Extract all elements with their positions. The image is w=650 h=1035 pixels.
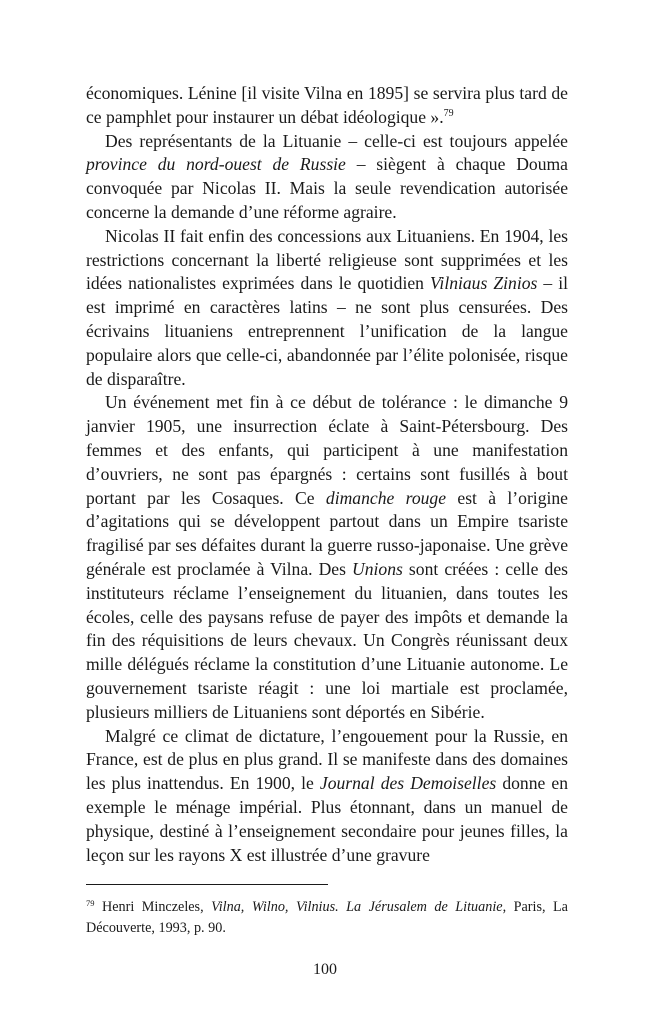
text-run: , Paris, La Découverte, 1993, p. 90. [86,899,568,936]
footnote-marker: 79 [86,898,95,908]
paragraph [86,225,568,392]
text-run: Des représentants de la Lituanie – celle-ci est toujours appelée [105,130,568,151]
paragraph [86,130,568,225]
paragraph [86,725,568,868]
italic-title: Vilniaus Zinios [429,273,538,294]
text-run: Nicolas II fait enfin des concessions aux Lituaniens. En 1904, les restrictions concernant la liberté religieuse sont supprimées et les idées nationalistes exprimées dans le quotidien [86,225,568,294]
italic-title: Unions [352,558,403,579]
footnote [86,897,568,939]
main-text [86,82,568,867]
italic-title: dimanche rouge [325,487,447,508]
text-run: économiques. Lénine [il visite Vilna en 1895] se servira plus tard de ce pamphlet pour instaurer un débat idéologique ». [86,83,568,127]
text-run: est à l’origine d’agitations qui se développent partout dans un Empire tsariste fragilisé par ses défaites durant la guerre russo-japonaise. Une grève générale est proclamée à Vilna. Des [86,487,568,579]
page-number: 100 [313,961,337,978]
text-run: – siègent à chaque Douma convoquée par Nicolas II. Mais la seule revendication autorisée concerne la demande d’une réforme agraire. [86,154,568,222]
text-run: donne en exemple le ménage impérial. Plus étonnant, dans un manuel de physique, destiné à l’enseignement secondaire pour jeunes filles, la leçon sur les rayons X est illustrée d’une gravure [86,773,568,865]
text-run: – il est imprimé en caractères latins – ne sont plus censurées. Des écrivains lituaniens entreprennent l’unification de la langue populaire alors que celle-ci, abandonnée par l’élite polonisée, risque de disparaître. [86,273,568,389]
paragraph [86,82,568,130]
text-run: Un événement met fin à ce début de tolérance : le dimanche 9 janvier 1905, une insurrection éclate à Saint-Pétersbourg. Des femmes et des enfants, qui participent à une manifestation d’ouvriers, ne sont pas épargnés : certains sont fusillés à bout portant par les Cosaques. Ce [86,392,568,508]
text-run: Malgré ce climat de dictature, l’engouement pour la Russie, en France, est de plus en plus grand. Il se manifeste dans des domaines les plus inattendus. En 1900, le [86,725,568,794]
italic-title: Journal des Demoiselles [319,773,497,794]
text-run: sont créées : celle des instituteurs réclame l’enseignement du lituanien, dans toutes les écoles, celle des paysans refuse de payer des impôts et demande la fin des réquisitions de leurs chevaux. Un Congrès réunissant deux mille délégués réclame la constitution d’une Lituanie autonome. Le gouvernement tsariste réagit : une loi martiale est proclamée, plusieurs milliers de Lituaniens sont déportés en Sibérie. [86,558,568,722]
page-body [86,82,568,867]
paragraph [86,391,568,724]
text-run: Henri Minczeles, [94,899,212,915]
footnote-marker: 79 [443,107,454,119]
footnote-divider [86,884,328,885]
italic-title: province du nord-ouest de Russie [86,154,346,175]
italic-title: Vilna, Wilno, Vilnius. La Jérusalem de Lituanie [211,899,503,915]
